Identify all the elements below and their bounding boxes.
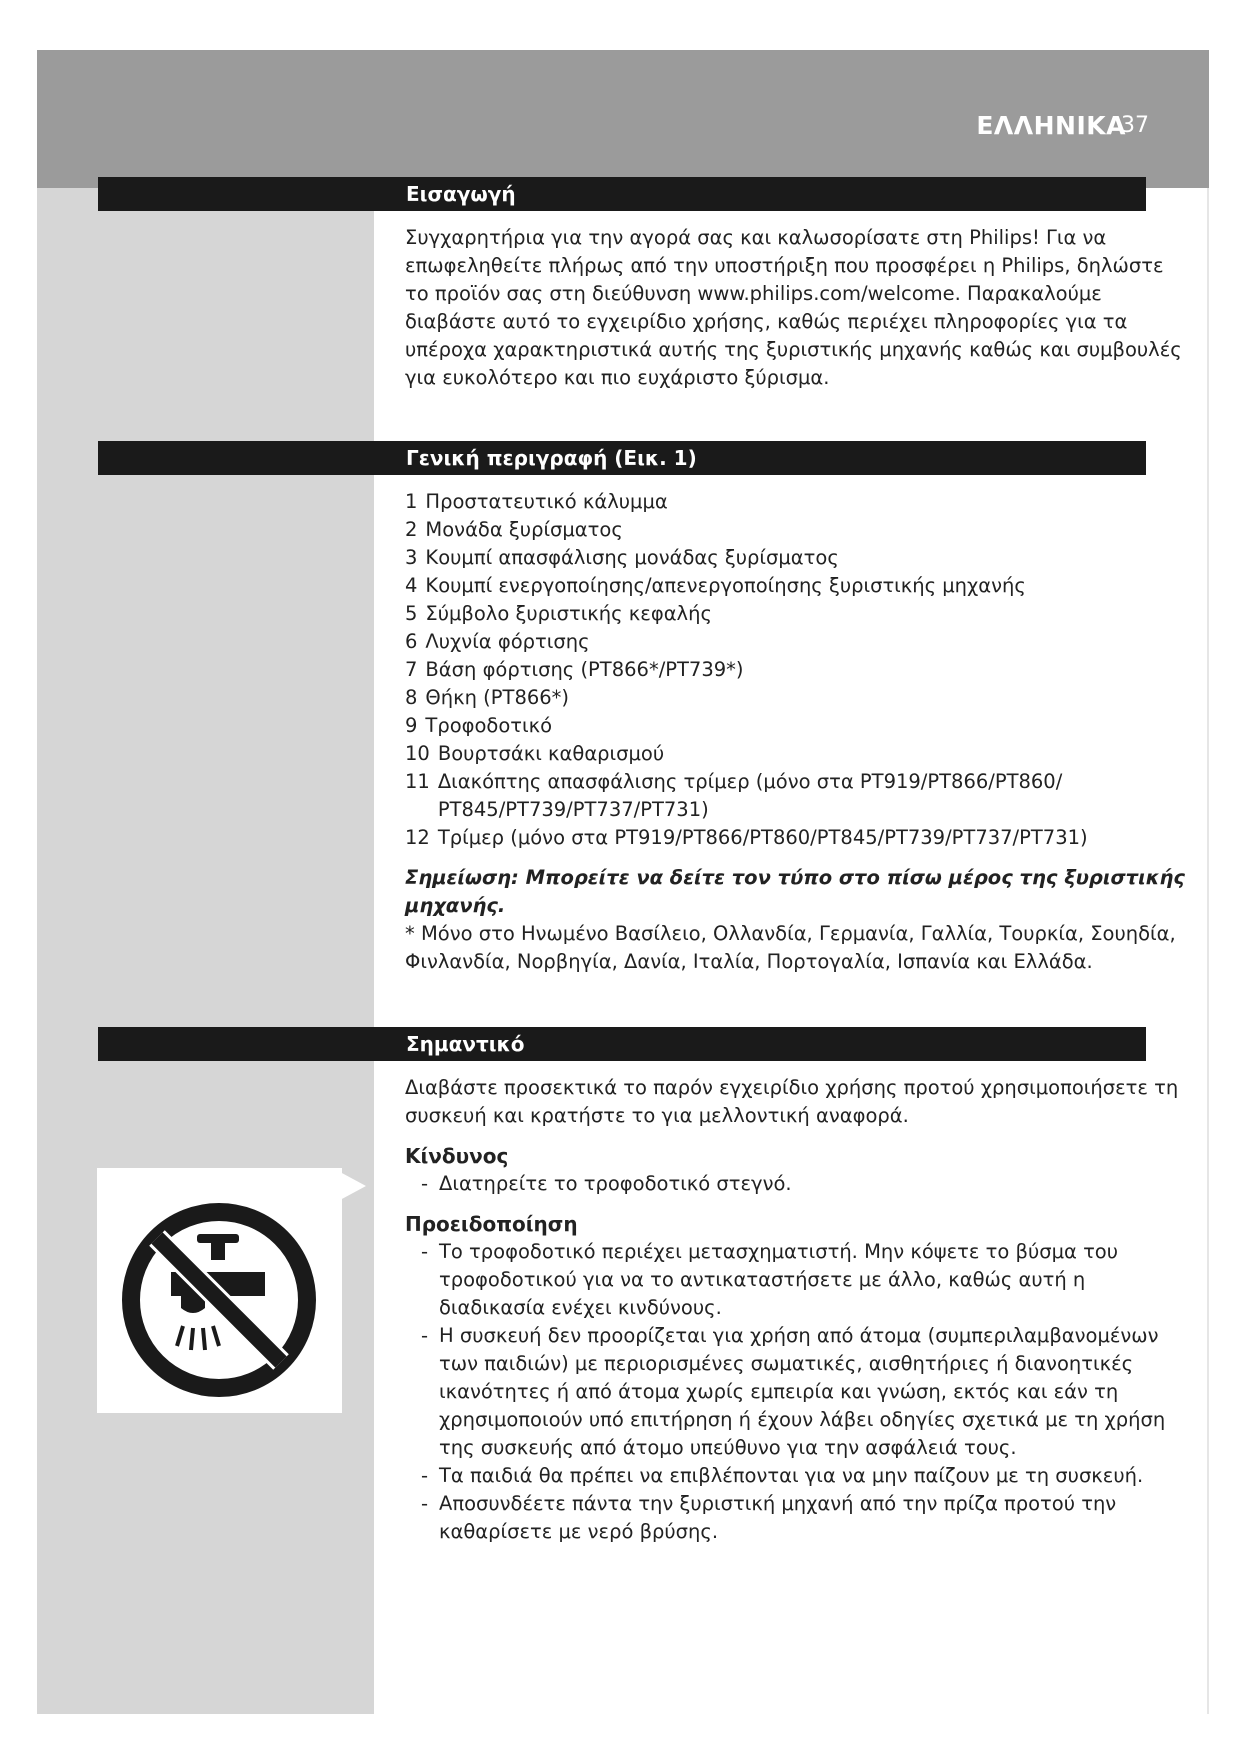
item-number: 4	[405, 574, 418, 597]
list-item: - Η συσκευή δεν προορίζεται για χρήση από άτομα (συμπεριλαμβανομένων των παιδιών) με περιορισμένες σωματικές, αισθητήριες ή διανοητικές ικανότητες ή από άτομα χωρίς εμπειρία και γνώση, εκτός και εάν τη χρησιμοποιούν υπό επιτήρηση ή έχουν λάβει οδηγίες σχετικά με τη χρήση της συσκευής από άτομο υπεύθυνο για την ασφάλειά τους.	[405, 1322, 1185, 1462]
bullet-text: Τα παιδιά θα πρέπει να επιβλέπονται για να μην παίζουν με τη συσκευή.	[439, 1464, 1144, 1487]
icon-pointer	[340, 1172, 366, 1200]
list-item	[405, 600, 1185, 628]
list-item	[405, 740, 1185, 768]
item-text: Κουμπί ενεργοποίησης/απενεργοποίησης ξυριστικής μηχανής	[425, 574, 1026, 597]
list-item	[405, 488, 1185, 516]
item-number: 7	[405, 658, 418, 681]
item-number: 6	[405, 630, 418, 653]
item-text: Σύμβολο ξυριστικής κεφαλής	[425, 602, 712, 625]
list-item	[405, 684, 1185, 712]
item-number: 5	[405, 602, 418, 625]
list-item	[405, 544, 1185, 572]
model-note: Σημείωση: Μπορείτε να δείτε τον τύπο στο πίσω μέρος της ξυριστικής μηχανής.	[405, 866, 1185, 917]
warning-heading: Προειδοποίηση	[405, 1212, 578, 1236]
danger-list	[405, 1170, 1185, 1198]
item-text: Θήκη (PT866*)	[425, 686, 570, 709]
item-number: 2	[405, 518, 418, 541]
page-number: 37	[1121, 113, 1149, 138]
item-text: Κουμπί απασφάλισης μονάδας ξυρίσματος	[425, 546, 839, 569]
item-number: 11	[405, 770, 430, 793]
important-block	[405, 1074, 1185, 1546]
section-bar-intro	[98, 177, 1146, 211]
intro-paragraph: Συγχαρητήρια για την αγορά σας και καλωσορίσατε στη Philips! Για να επωφεληθείτε πλήρως από την υποστήριξη που προσφέρει η Philips, δηλώστε το προϊόν σας στη διεύθυνση www.philips.com/welcome. Παρακαλούμε διαβάστε αυτό το εγχειρίδιο χρήσης, καθώς περιέχει πληροφορίες για τα υπέροχα χαρακτηριστικά αυτής της ξυριστικής μηχανής καθώς και συμβουλές για ευκολότερο και πιο ευχάριστο ξύρισμα.	[405, 226, 1182, 389]
intro-text-block	[405, 224, 1185, 392]
item-text: Τρίμερ (μόνο στα PT919/PT866/PT860/PT845/PT739/PT737/PT731)	[437, 826, 1088, 849]
list-item: - Τα παιδιά θα πρέπει να επιβλέπονται για να μην παίζουν με τη συσκευή.	[405, 1462, 1185, 1490]
item-number: 12	[405, 826, 430, 849]
item-number: 8	[405, 686, 418, 709]
list-item	[405, 824, 1185, 852]
bullet-text: Αποσυνδέετε πάντα την ξυριστική μηχανή από την πρίζα προτού την καθαρίσετε με νερό βρύσης.	[439, 1492, 1117, 1543]
list-item	[405, 572, 1185, 600]
icon-box	[97, 1168, 342, 1413]
list-item	[405, 628, 1185, 656]
list-item	[405, 516, 1185, 544]
list-item	[405, 712, 1185, 740]
side-column	[37, 188, 374, 1714]
item-text: Διακόπτης απασφάλισης τρίμερ (μόνο στα PT919/PT866/PT860/ PT845/PT739/PT737/PT731)	[437, 770, 1063, 821]
bullet-text: Διατηρείτε το τροφοδοτικό στεγνό.	[439, 1172, 792, 1195]
list-item: - Το τροφοδοτικό περιέχει μετασχηματιστή. Μην κόψετε το βύσμα του τροφοδοτικού για να το αντικαταστήσετε με άλλο, καθώς αυτή η διαδικασία ενέχει κινδύνους.	[405, 1238, 1185, 1322]
language-label: ΕΛΛΗΝΙΚΑ	[976, 111, 1126, 140]
footnote: * Μόνο στο Ηνωμένο Βασίλειο, Ολλανδία, Γερμανία, Γαλλία, Τουρκία, Σουηδία, Φινλανδία, Νορβηγία, Δανία, Ιταλία, Πορτογαλία, Ισπανία και Ελλάδα.	[405, 922, 1176, 973]
list-item: - Αποσυνδέετε πάντα την ξυριστική μηχανή από την πρίζα προτού την καθαρίσετε με νερό βρύσης.	[405, 1490, 1185, 1546]
bullet-text: Η συσκευή δεν προορίζεται για χρήση από άτομα (συμπεριλαμβανομένων των παιδιών) με περιορισμένες σωματικές, αισθητήριες ή διανοητικές ικανότητες ή από άτομα χωρίς εμπειρία και γνώση, εκτός και εάν τη χρησιμοποιούν υπό επιτήρηση ή έχουν λάβει οδηγίες σχετικά με τη χρήση της συσκευής από άτομο υπεύθυνο για την ασφάλειά τους.	[439, 1324, 1166, 1459]
item-text: Προστατευτικό κάλυμμα	[425, 490, 668, 513]
item-text: Λυχνία φόρτισης	[425, 630, 590, 653]
important-intro: Διαβάστε προσεκτικά το παρόν εγχειρίδιο χρήσης προτού χρησιμοποιήσετε τη συσκευή και κρατήστε το για μελλοντική αναφορά.	[405, 1076, 1179, 1127]
list-item: - Διατηρείτε το τροφοδοτικό στεγνό.	[405, 1170, 1185, 1198]
item-number: 10	[405, 742, 430, 765]
item-number: 9	[405, 714, 418, 737]
bullet-text: Το τροφοδοτικό περιέχει μετασχηματιστή. Μην κόψετε το βύσμα του τροφοδοτικού για να το αντικαταστήσετε με άλλο, καθώς αυτή η διαδικασία ενέχει κινδύνους.	[439, 1240, 1119, 1319]
right-margin-rule	[1207, 188, 1209, 1714]
item-number: 1	[405, 490, 418, 513]
list-item	[405, 656, 1185, 684]
section-title-important: Σημαντικό	[406, 1032, 525, 1056]
section-title-intro: Εισαγωγή	[406, 182, 516, 206]
list-item	[405, 768, 1185, 824]
section-bar-important	[98, 1027, 1146, 1061]
parts-list	[405, 488, 1185, 852]
item-text: Τροφοδοτικό	[425, 714, 553, 737]
item-text: Βάση φόρτισης (PT866*/PT739*)	[425, 658, 744, 681]
section-title-overview: Γενική περιγραφή (Εικ. 1)	[406, 446, 697, 470]
overview-block	[405, 488, 1185, 976]
item-text: Μονάδα ξυρίσματος	[425, 518, 623, 541]
item-text: Βουρτσάκι καθαρισμού	[437, 742, 665, 765]
item-number: 3	[405, 546, 418, 569]
danger-heading: Κίνδυνος	[405, 1144, 509, 1168]
warning-list	[405, 1238, 1185, 1546]
no-tap-water-icon	[97, 1168, 342, 1413]
